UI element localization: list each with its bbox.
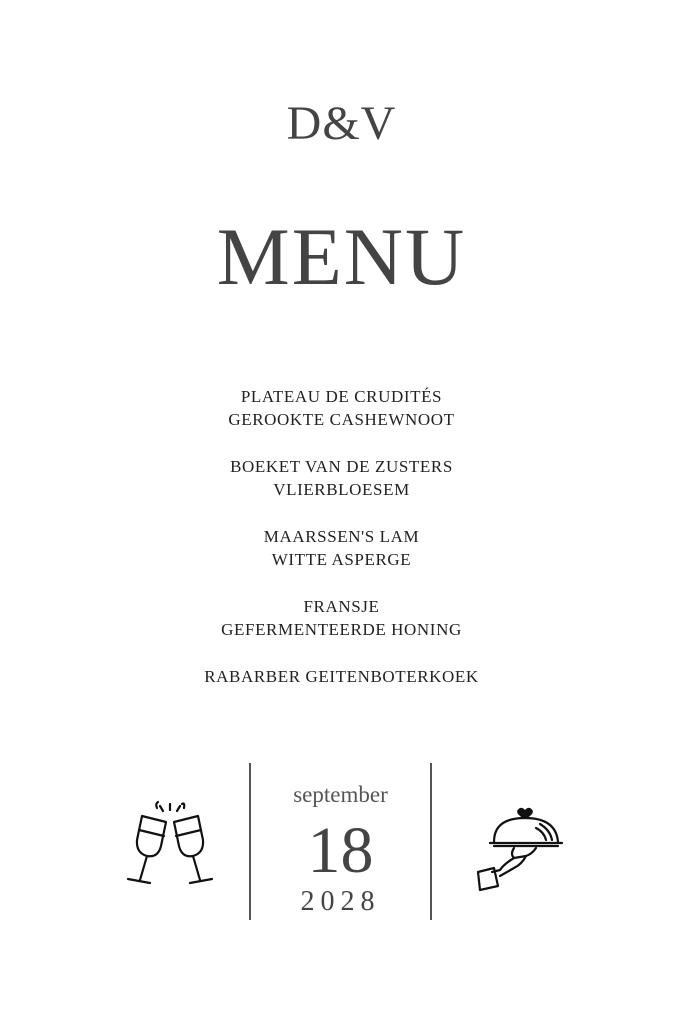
menu-title: MENU [216,211,467,302]
divider-right [430,763,432,920]
serving-cloche-hand-icon [470,798,570,898]
course-name: MAARSSEN'S LAM [263,527,420,546]
course-item [0,525,683,571]
course-name: RABARBER GEITENBOTERKOEK [204,667,479,686]
date-day: 18 [307,814,374,887]
course-name: BOEKET VAN DE ZUSTERS [230,457,453,476]
course-item [0,665,683,688]
course-detail: GEROOKTE CASHEWNOOT [228,410,455,429]
course-detail: WITTE ASPERGE [271,550,412,569]
course-detail: GEFERMENTEERDE HONING [221,620,462,639]
course-item [0,385,683,431]
course-item [0,595,683,641]
date-year: 2028 [300,886,381,917]
monogram: D&V [286,97,397,150]
champagne-glasses-toast-icon [120,796,220,896]
course-name: FRANSJE [303,597,380,616]
course-item [0,455,683,501]
course-detail: VLIERBLOESEM [273,480,410,499]
course-list [0,385,683,712]
course-name: PLATEAU DE CRUDITÉS [240,387,443,406]
date-month: september [293,782,388,807]
